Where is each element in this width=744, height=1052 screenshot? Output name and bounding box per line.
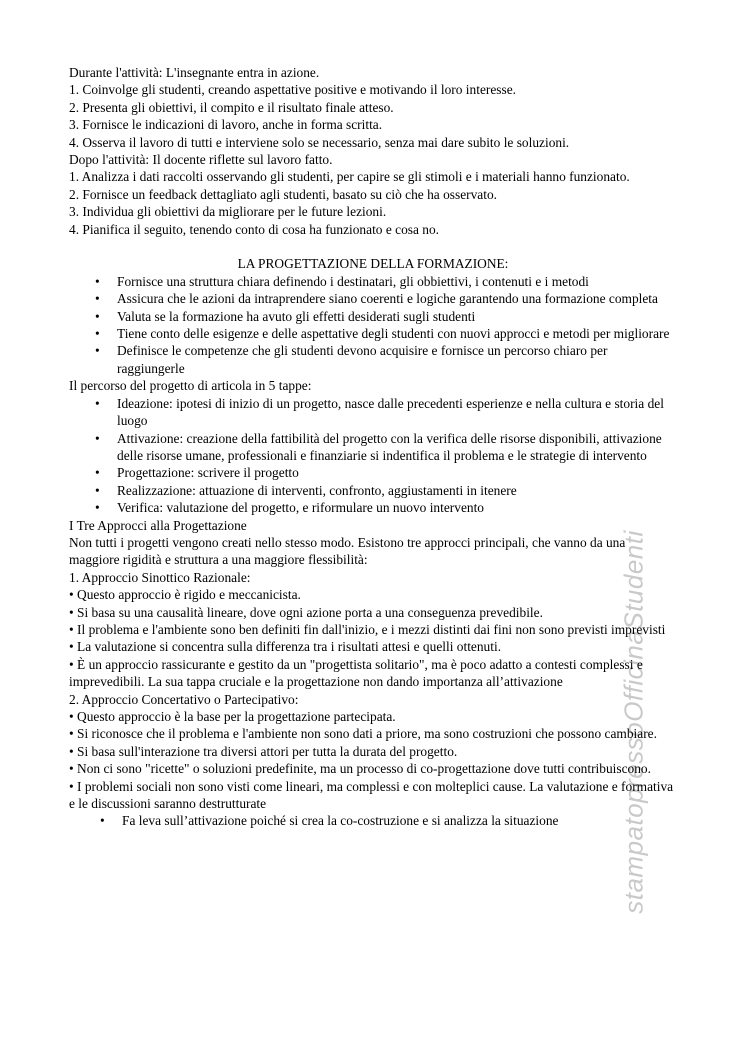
intro-line-4: 3. Fornisce le indicazioni di lavoro, anche in forma scritta. — [69, 117, 383, 133]
list-item-text: Progettazione: scrivere il progetto — [117, 465, 299, 481]
concertativo-title-line: 2. Approccio Concertativo o Partecipativo: — [69, 691, 299, 707]
list-item — [69, 325, 677, 342]
list-item-text: Realizzazione: attuazione di interventi, confronto, aggiustamenti in itenere — [117, 482, 517, 498]
section-heading: LA PROGETTAZIONE DELLA FORMAZIONE: — [237, 256, 509, 272]
bullet-paragraph: • I problemi sociali non sono visti come lineari, ma complessi e con molteplici cause. La valutazione e formativa e le discussioni saranno destrutturate — [69, 778, 674, 812]
bullet-paragraph: • Questo approccio è la base per la progettazione partecipata. — [69, 709, 396, 725]
list-item-text: Definisce le competenze che gli studenti devono acquisire e fornisce un percorso chiaro per raggiungerle — [117, 343, 608, 376]
final-bullet-text: Fa leva sull’attivazione poiché si crea la co-costruzione e si analizza la situazione — [122, 813, 559, 829]
tappe-intro-line: Il percorso del progetto di articola in 5 tappe: — [69, 378, 312, 394]
list-item — [69, 308, 677, 325]
bullet-icon: • — [95, 465, 100, 481]
intro-line-7: 1. Analizza i dati raccolti osservando gli studenti, per capire se gli stimoli e i materiali hanno funzionato. — [69, 169, 630, 185]
intro-line-1: Durante l'attività: L'insegnante entra in azione. — [69, 65, 320, 80]
intro-line-9: 3. Individua gli obiettivi da migliorare per le future lezioni. — [69, 204, 387, 220]
intro-line-10: 4. Pianifica il seguito, tenendo conto di cosa ha funzionato e cosa no. — [69, 221, 440, 237]
list-item-text: Fornisce una struttura chiara definendo i destinatari, gli obbiettivi, i contenuti e i metodi — [117, 273, 589, 289]
bullet-paragraph: • Si riconosce che il problema e l'ambiente non sono dati a priore, ma sono costruzioni che possono cambiare. — [69, 726, 657, 742]
list-item-text: Attivazione: creazione della fattibilità del progetto con la verifica delle risorse disponibili, attivazione delle risorse umane, professionali e finanziarie si indentifica il problema e le strategie di intervento — [117, 430, 662, 463]
bullet-icon: • — [95, 273, 100, 289]
bullet-icon: • — [95, 308, 100, 324]
bullet-icon: • — [95, 430, 100, 446]
bullet-icon: • — [95, 500, 100, 516]
final-bullet-item — [69, 812, 677, 829]
bullet-paragraph: • La valutazione si concentra sulla differenza tra i risultati attesi e quelli ottenuti. — [69, 639, 502, 655]
list-item-text: Valuta se la formazione ha avuto gli effetti desiderati sugli studenti — [117, 308, 476, 324]
document-content — [69, 64, 677, 830]
approcci-title-line: I Tre Approcci alla Progettazione — [69, 517, 247, 533]
intro-line-8: 2. Fornisce un feedback dettagliato agli studenti, basato su ciò che ha osservato. — [69, 186, 498, 202]
formazione-list — [69, 273, 677, 377]
bullet-icon: • — [95, 395, 100, 411]
bullet-paragraph: • Si basa su una causalità lineare, dove ogni azione porta a una conseguenza prevedibile. — [69, 604, 543, 620]
bullet-paragraph: • Non ci sono "ricette" o soluzioni predefinite, ma un processo di co-progettazione dove tutti contribuiscono. — [69, 761, 651, 777]
bullet-paragraph: • Questo approccio è rigido e meccanicista. — [69, 587, 301, 603]
list-item — [69, 482, 677, 499]
list-item-text: Ideazione: ipotesi di inizio di un progetto, nasce dalle precedenti esperienze e nella cultura e storia del luogo — [117, 395, 664, 429]
bullet-icon: • — [95, 326, 100, 342]
bullet-icon: • — [95, 291, 100, 307]
list-item — [69, 342, 677, 377]
bullet-paragraph: • Si basa sull'interazione tra diversi attori per tutta la durata del progetto. — [69, 743, 458, 759]
watermark-text: stampatopressoOfficinaStudenti — [618, 530, 649, 914]
list-item — [69, 395, 677, 430]
intro-line-2: 1. Coinvolge gli studenti, creando aspettative positive e motivando il loro interesse. — [69, 82, 517, 98]
list-item — [69, 430, 677, 465]
bullet-icon: • — [100, 813, 105, 829]
intro-line-5: 4. Osserva il lavoro di tutti e interviene solo se necessario, senza mai dare subito le soluzioni. — [69, 134, 570, 150]
bullet-icon: • — [95, 343, 100, 359]
list-item-text: Tiene conto delle esigenze e delle aspettative degli studenti con nuovi approcci e metodi per migliorare — [117, 326, 670, 342]
bullet-paragraph: • È un approccio rassicurante e gestito da un "progettista solitario", ma è poco adatto a contesti complessi e imprevedibili. La sua tappa cruciale e la progettazione non dando importanza all’attivazione — [69, 656, 643, 690]
list-item — [69, 273, 677, 290]
list-item — [69, 290, 677, 307]
blank-line — [69, 238, 677, 255]
bullet-paragraph: • Il problema e l'ambiente sono ben definiti fin dall'inizio, e i mezzi distinti dai fini non sono previsti imprevisti — [69, 621, 666, 637]
sinottico-title-line: 1. Approccio Sinottico Razionale: — [69, 569, 251, 585]
approcci-intro-line: Non tutti i progetti vengono creati nello stesso modo. Esistono tre approcci principali, che vanno da una maggiore rigidità e struttura a una maggiore flessibilità: — [69, 534, 626, 568]
bullet-icon: • — [95, 482, 100, 498]
list-item — [69, 464, 677, 481]
intro-line-3: 2. Presenta gli obiettivi, il compito e il risultato finale atteso. — [69, 99, 394, 115]
tappe-list — [69, 395, 677, 517]
list-item-text: Assicura che le azioni da intraprendere siano coerenti e logiche garantendo una formazione completa — [117, 291, 658, 307]
list-item — [69, 499, 677, 516]
intro-line-6: Dopo l'attività: Il docente riflette sul lavoro fatto. — [69, 152, 333, 168]
list-item-text: Verifica: valutazione del progetto, e riformulare un nuovo intervento — [117, 500, 484, 516]
